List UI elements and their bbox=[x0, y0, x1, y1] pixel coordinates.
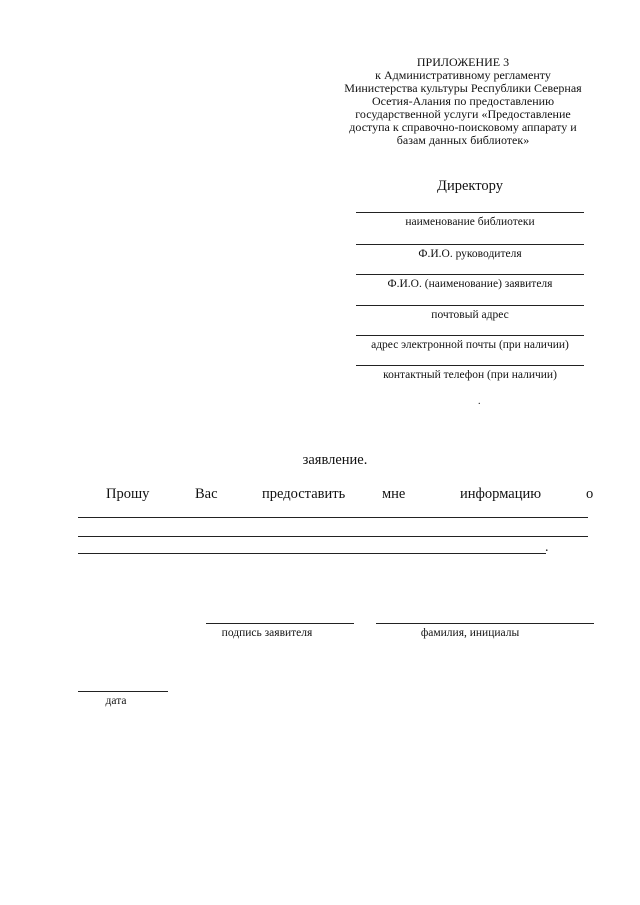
signature-field[interactable] bbox=[206, 623, 354, 624]
request-text-line-1[interactable] bbox=[78, 517, 588, 518]
signature-caption: подпись заявителя bbox=[221, 627, 313, 639]
head-name-caption: Ф.И.О. руководителя bbox=[418, 248, 522, 260]
request-word: предоставить bbox=[262, 486, 346, 502]
phone-caption: контактный телефон (при наличии) bbox=[383, 369, 557, 381]
postal-address-caption: почтовый адрес bbox=[431, 309, 509, 321]
application-title: заявление. bbox=[302, 452, 368, 468]
request-end-period: . bbox=[545, 540, 549, 555]
appendix-line: базам данных библиотек» bbox=[396, 133, 530, 147]
appendix-line: Осетия-Алания по предоставлению bbox=[371, 94, 555, 108]
appendix-line: государственной услуги «Предоставление bbox=[355, 107, 571, 121]
date-field[interactable] bbox=[78, 691, 168, 692]
appendix-line: Министерства культуры Республики Северная bbox=[344, 81, 582, 95]
email-caption: адрес электронной почты (при наличии) bbox=[371, 339, 569, 351]
date-caption: дата bbox=[105, 695, 127, 707]
appendix-line: доступа к справочно-поисковому аппарату и bbox=[349, 120, 577, 134]
appendix-title: ПРИЛОЖЕНИЕ 3 bbox=[416, 55, 510, 69]
request-word: мне bbox=[382, 486, 406, 502]
director-heading: Директору bbox=[437, 178, 503, 194]
head-name-field[interactable] bbox=[356, 244, 584, 245]
name-initials-caption: фамилия, инициалы bbox=[420, 627, 520, 639]
email-field[interactable] bbox=[356, 335, 584, 336]
applicant-name-caption: Ф.И.О. (наименование) заявителя bbox=[387, 278, 553, 290]
stray-dot: . bbox=[478, 396, 481, 407]
appendix-line: к Административному регламенту bbox=[375, 68, 551, 82]
request-word: о bbox=[586, 486, 594, 502]
library-name-caption: наименование библиотеки bbox=[405, 216, 535, 228]
request-word: информацию bbox=[460, 486, 542, 502]
request-word: Прошу bbox=[106, 486, 150, 502]
applicant-name-field[interactable] bbox=[356, 274, 584, 275]
request-text-line-3[interactable] bbox=[78, 553, 546, 554]
request-text-line-2[interactable] bbox=[78, 536, 588, 537]
appendix-header bbox=[318, 56, 608, 147]
library-name-field[interactable] bbox=[356, 212, 584, 213]
name-initials-field[interactable] bbox=[376, 623, 594, 624]
postal-address-field[interactable] bbox=[356, 305, 584, 306]
phone-field[interactable] bbox=[356, 365, 584, 366]
request-word: Вас bbox=[195, 486, 218, 502]
